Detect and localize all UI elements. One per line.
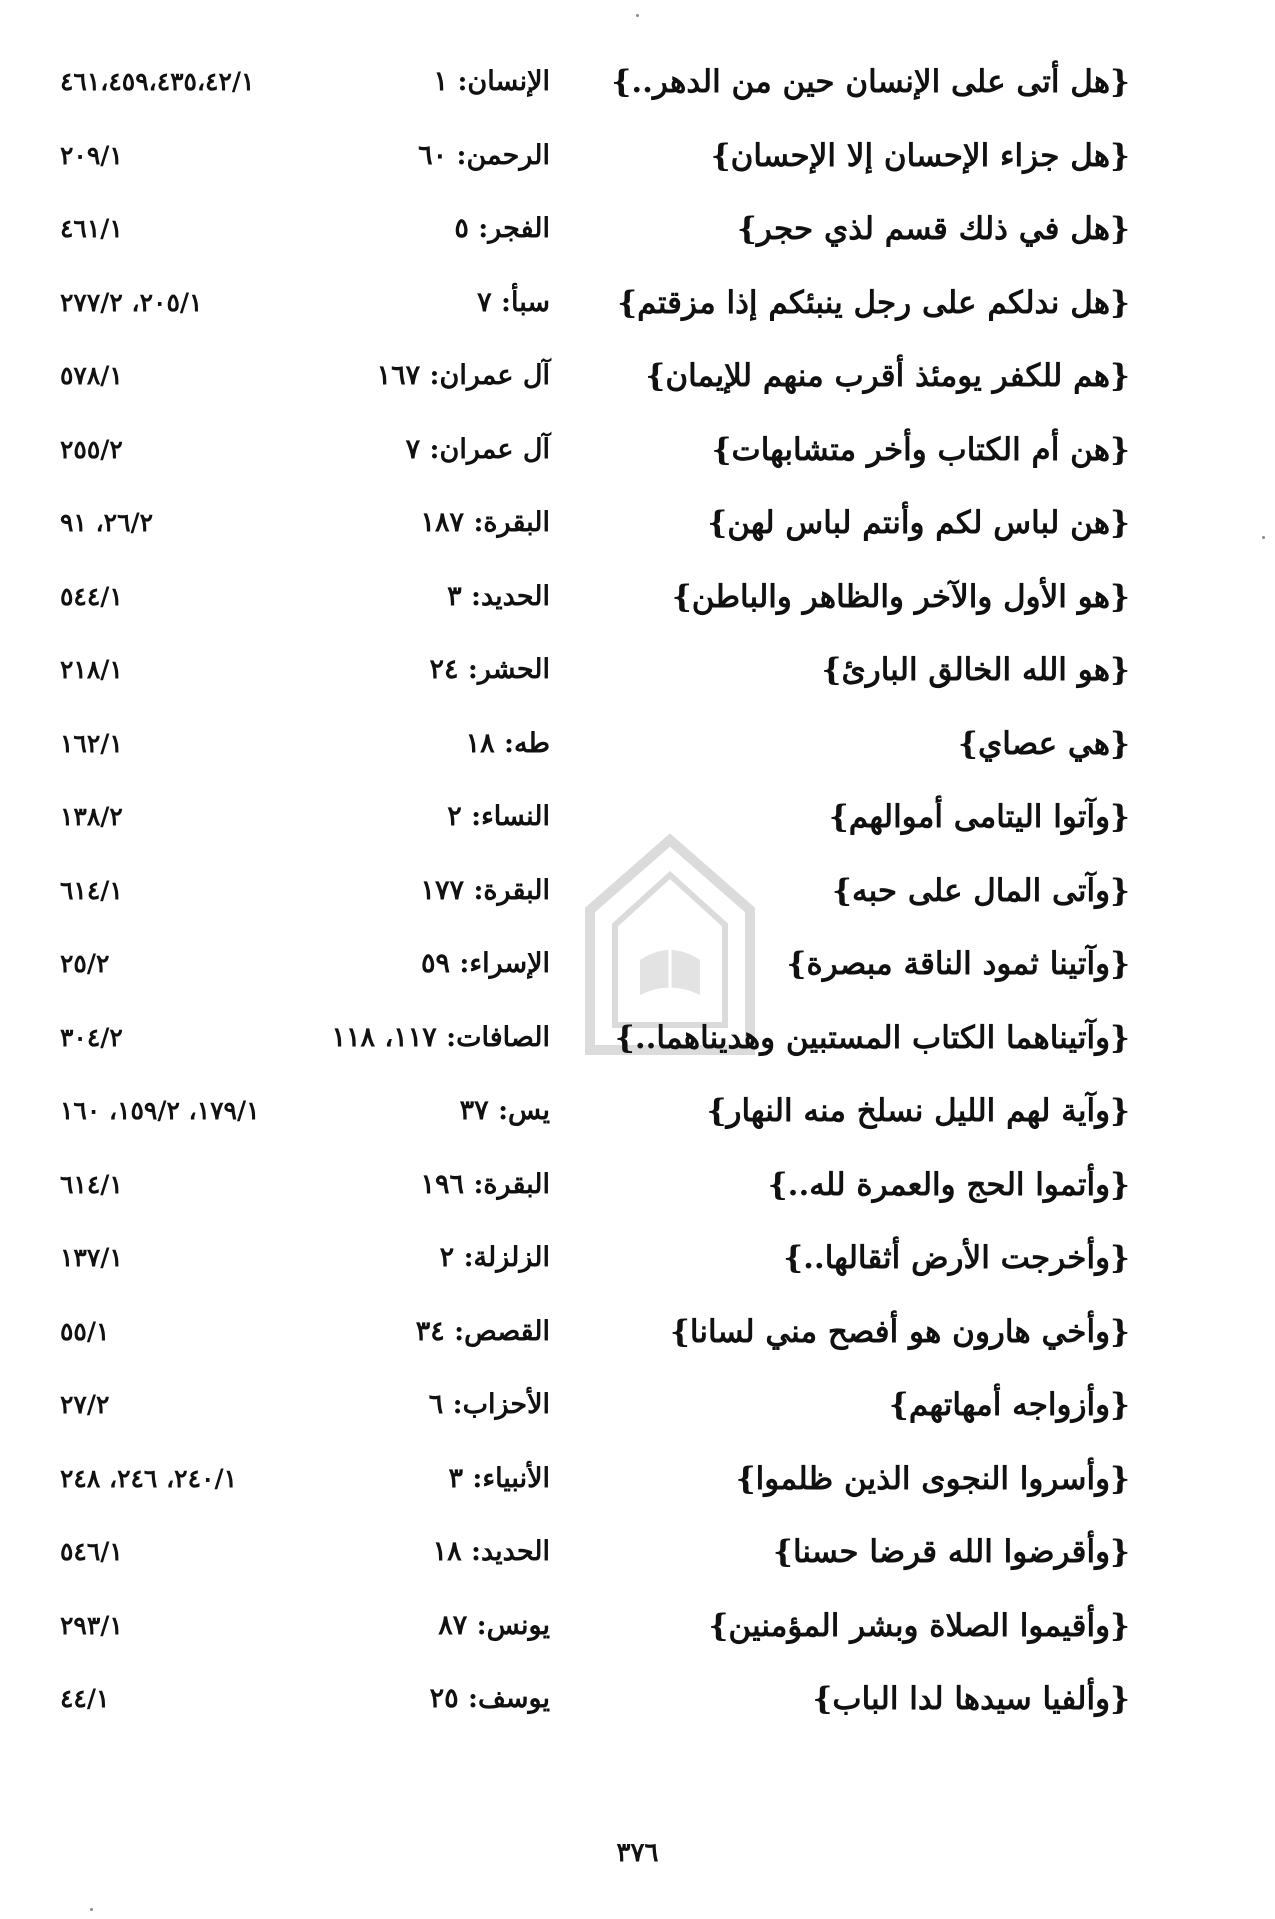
index-row bbox=[40, 942, 1150, 1016]
index-row bbox=[40, 501, 1150, 575]
index-row bbox=[40, 1016, 1150, 1090]
index-row bbox=[40, 722, 1150, 796]
page-references: ٢١٨/١ bbox=[60, 655, 123, 684]
surah-reference: الحديد: ١٨ bbox=[432, 1536, 550, 1567]
page-references: ٢٠٩/١ bbox=[60, 140, 123, 170]
page-references: ٦١٤/١ bbox=[60, 875, 123, 905]
index-row bbox=[40, 207, 1150, 281]
page-references: ٥٧٨/١ bbox=[60, 361, 123, 390]
verse-text: {هم للكفر يومئذ أقرب منهم للإيمان} bbox=[645, 358, 1130, 394]
index-row bbox=[40, 575, 1150, 649]
page-references: ٢٦/٢، ٩١ bbox=[60, 508, 154, 537]
surah-reference: آل عمران: ١٦٧ bbox=[376, 360, 550, 391]
verse-text: {هل أتى على الإنسان حين من الدهر..} bbox=[611, 64, 1130, 100]
page-number: ٣٧٦ bbox=[616, 1838, 659, 1868]
verse-text: {هو الله الخالق البارئ} bbox=[821, 652, 1130, 688]
surah-reference: يوسف: ٢٥ bbox=[429, 1683, 550, 1714]
surah-reference: الحديد: ٣ bbox=[447, 580, 550, 612]
surah-reference: آل عمران: ٧ bbox=[405, 433, 550, 465]
verse-text: {وآتى المال على حبه} bbox=[832, 872, 1130, 909]
surah-reference: الأنبياء: ٣ bbox=[448, 1462, 550, 1494]
verse-text: {هن لباس لكم وأنتم لباس لهن} bbox=[707, 505, 1130, 541]
surah-reference: سبأ: ٧ bbox=[477, 286, 550, 318]
index-row bbox=[40, 1457, 1150, 1531]
index-row bbox=[40, 648, 1150, 722]
index-row bbox=[40, 1383, 1150, 1457]
verse-text: {وأسروا النجوى الذين ظلموا} bbox=[735, 1460, 1130, 1497]
index-row bbox=[40, 1530, 1150, 1604]
verse-index-table bbox=[40, 60, 1150, 1751]
index-row bbox=[40, 281, 1150, 355]
page-references: ١٣٧/١ bbox=[60, 1243, 123, 1272]
verse-text: {وأقيموا الصلاة وبشر المؤمنين} bbox=[708, 1607, 1130, 1644]
surah-reference: البقرة: ١٩٦ bbox=[420, 1168, 550, 1200]
page-references: ٢٥٥/٢ bbox=[60, 434, 123, 464]
surah-reference: القصص: ٣٤ bbox=[415, 1315, 550, 1347]
surah-reference: الصافات: ١١٧، ١١٨ bbox=[331, 1021, 550, 1053]
page-references: ٢٧/٢ bbox=[60, 1390, 110, 1419]
page-references: ٥٥/١ bbox=[60, 1316, 110, 1346]
page-references: ٢٥/٢ bbox=[60, 949, 110, 978]
page-references: ٢٩٣/١ bbox=[60, 1610, 123, 1640]
surah-reference: الرحمن: ٦٠ bbox=[418, 139, 550, 171]
index-row bbox=[40, 869, 1150, 943]
verse-text: {وأتموا الحج والعمرة لله..} bbox=[767, 1166, 1130, 1203]
verse-text: {هن أم الكتاب وأخر متشابهات} bbox=[711, 431, 1130, 468]
index-row bbox=[40, 1236, 1150, 1310]
verse-text: {وألفيا سيدها لدا الباب} bbox=[812, 1681, 1130, 1717]
page-references: ٦١٤/١ bbox=[60, 1169, 123, 1199]
index-row bbox=[40, 1604, 1150, 1678]
verse-text: {وآتينا ثمود الناقة مبصرة} bbox=[786, 946, 1130, 982]
verse-text: {وآتوا اليتامى أموالهم} bbox=[828, 799, 1130, 835]
verse-text: {هل في ذلك قسم لذي حجر} bbox=[736, 211, 1130, 247]
scan-speck bbox=[636, 14, 639, 17]
surah-reference: طه: ١٨ bbox=[465, 727, 550, 759]
surah-reference: البقرة: ١٨٧ bbox=[420, 507, 550, 538]
index-row bbox=[40, 428, 1150, 502]
index-row bbox=[40, 1163, 1150, 1237]
surah-reference: النساء: ٢ bbox=[447, 801, 550, 832]
verse-text: {وآتيناهما الكتاب المستبين وهديناهما..} bbox=[614, 1019, 1130, 1056]
page-references: ٤٦١،٤٥٩،٤٣٥،٤٢/١ bbox=[60, 67, 255, 96]
index-row bbox=[40, 60, 1150, 134]
scan-speck bbox=[90, 1908, 93, 1911]
surah-reference: البقرة: ١٧٧ bbox=[420, 874, 550, 906]
verse-text: {وأزواجه أمهاتهم} bbox=[888, 1387, 1130, 1423]
index-row bbox=[40, 1310, 1150, 1384]
page-references: ٤٤/١ bbox=[60, 1684, 110, 1713]
verse-text: {وآية لهم الليل نسلخ منه النهار} bbox=[706, 1093, 1130, 1129]
surah-reference: الأحزاب: ٦ bbox=[428, 1389, 550, 1420]
verse-text: {هل جزاء الإحسان إلا الإحسان} bbox=[710, 137, 1130, 174]
verse-text: {هو الأول والآخر والظاهر والباطن} bbox=[671, 578, 1130, 615]
page-references: ٢٠٥/١، ٢٧٧/٢ bbox=[60, 287, 203, 317]
surah-reference: الزلزلة: ٢ bbox=[439, 1242, 550, 1273]
verse-text: {هل ندلكم على رجل ينبئكم إذا مزقتم} bbox=[617, 284, 1130, 321]
verse-text: {وأخي هارون هو أفصح مني لسانا} bbox=[669, 1313, 1130, 1350]
page-references: ١٧٩/١، ١٥٩/٢، ١٦٠ bbox=[60, 1096, 260, 1125]
page-references: ١٣٨/٢ bbox=[60, 802, 123, 831]
surah-reference: الإنسان: ١ bbox=[433, 66, 550, 97]
index-row bbox=[40, 354, 1150, 428]
page-references: ٢٤٠/١، ٢٤٦، ٢٤٨ bbox=[60, 1463, 237, 1493]
surah-reference: الإسراء: ٥٩ bbox=[421, 948, 550, 979]
index-row bbox=[40, 134, 1150, 208]
page-references: ١٦٢/١ bbox=[60, 728, 123, 758]
index-row bbox=[40, 1089, 1150, 1163]
verse-text: {وأخرجت الأرض أثقالها..} bbox=[783, 1240, 1130, 1276]
page-references: ٤٦١/١ bbox=[60, 214, 123, 243]
page-references: ٣٠٤/٢ bbox=[60, 1022, 123, 1052]
surah-reference: الحشر: ٢٤ bbox=[429, 654, 550, 685]
page-references: ٥٤٦/١ bbox=[60, 1537, 123, 1566]
page-references: ٥٤٤/١ bbox=[60, 581, 123, 611]
verse-text: {هي عصاي} bbox=[958, 725, 1130, 762]
index-row bbox=[40, 795, 1150, 869]
surah-reference: يونس: ٨٧ bbox=[438, 1609, 550, 1641]
scan-speck bbox=[1262, 536, 1265, 539]
surah-reference: الفجر: ٥ bbox=[454, 213, 550, 244]
verse-text: {وأقرضوا الله قرضا حسنا} bbox=[773, 1534, 1130, 1570]
index-row bbox=[40, 1677, 1150, 1751]
surah-reference: يس: ٣٧ bbox=[459, 1095, 550, 1126]
